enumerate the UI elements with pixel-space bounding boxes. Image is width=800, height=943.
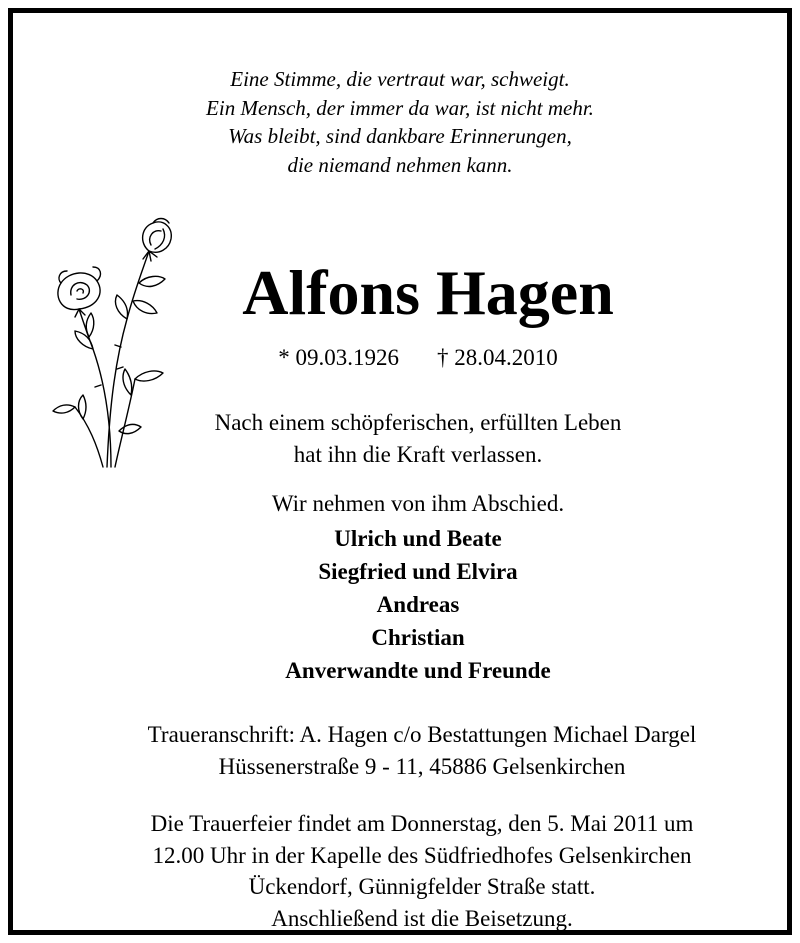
poem-line: die niemand nehmen kann. bbox=[287, 152, 513, 177]
mourning-address bbox=[35, 719, 800, 783]
memorial-poem bbox=[13, 65, 787, 179]
message-line: hat ihn die Kraft verlassen. bbox=[293, 442, 543, 467]
poem-line: Ein Mensch, der immer da war, ist nicht mehr. bbox=[206, 95, 594, 120]
poem-line: Eine Stimme, die vertraut war, schweigt. bbox=[230, 67, 570, 91]
mourner-name: Siegfried und Elvira bbox=[318, 559, 518, 584]
service-line: Ückendorf, Günnigfelder Straße statt. bbox=[248, 874, 596, 899]
service-line: 12.00 Uhr in der Kapelle des Südfriedhofes Gelsenkirchen bbox=[152, 842, 692, 868]
mourner-name: Ulrich und Beate bbox=[334, 526, 502, 551]
funeral-service-info bbox=[35, 808, 800, 934]
poem-line: Was bleibt, sind dankbare Erinnerungen, bbox=[228, 124, 572, 148]
deceased-name: Alfons Hagen bbox=[242, 257, 614, 328]
obituary-notice bbox=[8, 8, 792, 935]
life-message bbox=[31, 407, 800, 471]
mourners-list bbox=[31, 522, 800, 687]
message-line: Nach einem schöpferischen, erfüllten Leben bbox=[214, 410, 622, 435]
death-date: † 28.04.2010 bbox=[437, 345, 558, 370]
mourner-name: Christian bbox=[371, 625, 465, 650]
address-line: Hüssenerstraße 9 - 11, 45886 Gelsenkirchen bbox=[218, 754, 626, 779]
birth-date: * 09.03.1926 bbox=[278, 345, 399, 370]
life-dates bbox=[31, 343, 800, 373]
mourner-name: Anverwandte und Freunde bbox=[285, 658, 551, 683]
service-line: Anschließend ist die Beisetzung. bbox=[271, 905, 573, 931]
mourner-name: Andreas bbox=[376, 592, 460, 617]
service-line: Die Trauerfeier findet am Donnerstag, den 5. Mai 2011 um bbox=[150, 811, 694, 836]
farewell-text: Wir nehmen von ihm Abschied. bbox=[271, 491, 565, 516]
address-line: Traueranschrift: A. Hagen c/o Bestattungen Michael Dargel bbox=[147, 722, 697, 747]
